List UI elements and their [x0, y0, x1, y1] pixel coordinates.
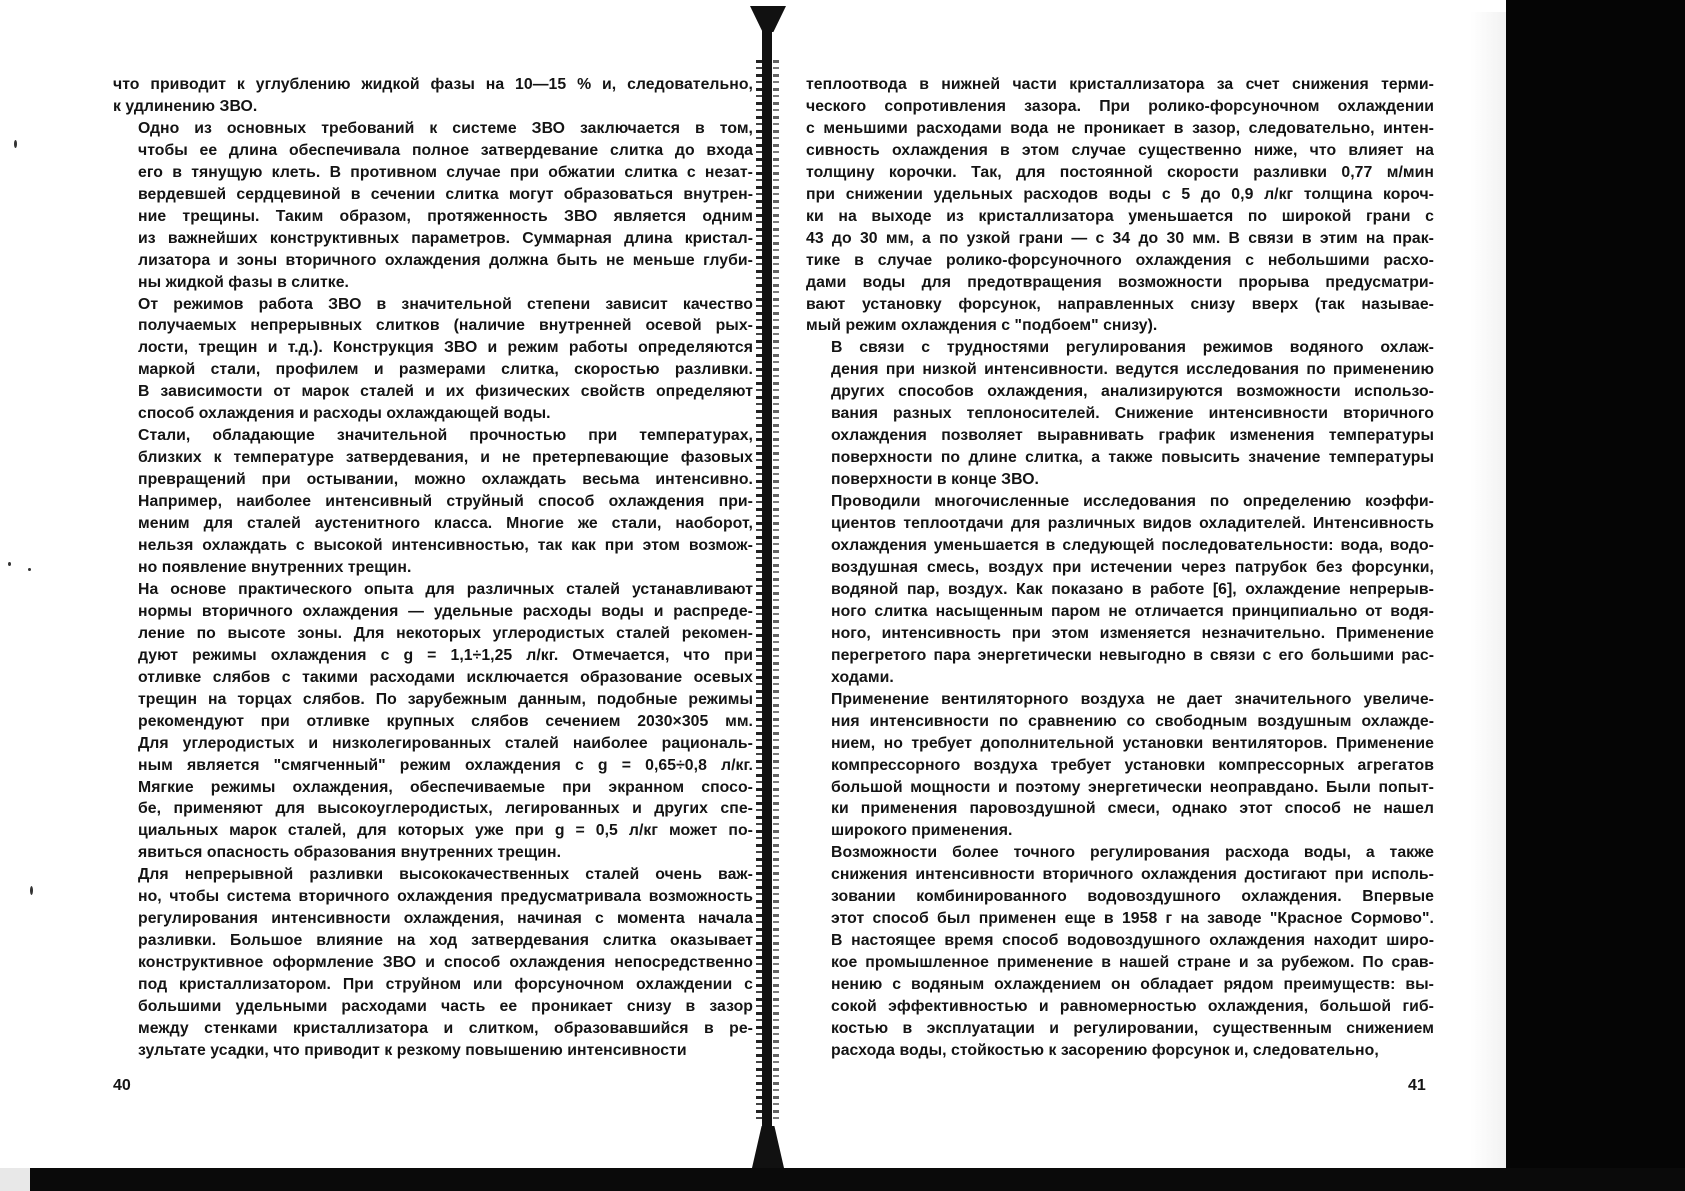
text-line: из важнейших конструктивных параметров. Суммарная длина кристал-: [138, 229, 753, 247]
text-line: компрессорного воздуха требует установки компрессорных агрегатов: [831, 756, 1434, 774]
text-line: чтобы ее длина обеспечивала полное затвердевание слитка до входа: [138, 141, 753, 159]
text-line: превращений при остывании, можно охлаждать весьма интенсивно.: [138, 471, 753, 489]
text-line: к удлинению ЗВО.: [113, 97, 258, 115]
text-line: ки применения паровоздушной смеси, однако этот способ не нашел: [831, 800, 1434, 818]
text-line: Возможности более точного регулирования расхода воды, а также: [831, 844, 1434, 862]
text-line: ны жидкой фазы в слитке.: [138, 273, 349, 291]
paragraph: [806, 74, 1434, 337]
scan-speck: [28, 568, 31, 571]
text-line: близких к температуре затвердевания, и не претерпевающие фазовых: [138, 449, 753, 467]
text-line: В настоящее время способ водовоздушного охлаждения находит широ-: [831, 932, 1434, 950]
text-line: регулирования интенсивности охлаждения, начиная с момента начала: [138, 910, 753, 928]
scan-speck: [14, 140, 17, 148]
text-line: ным является "смягченный" режим охлаждения с g = 0,65÷0,8 л/кг.: [138, 756, 753, 774]
text-line: дения при низкой интенсивности. ведутся исследования по применению: [831, 361, 1434, 379]
text-line: лизатора и зоны вторичного охлаждения должна быть не меньше глуби-: [138, 251, 753, 269]
paragraph: [113, 294, 753, 426]
text-line: разливки. Большое влияние на ход затвердевания слитка оказывает: [138, 932, 753, 950]
text-line: бе, применяют для высокоуглеродистых, легированных и других спе-: [138, 800, 753, 818]
text-line: большой мощности и поэтому энергетически неоправдано. Были попыт-: [831, 778, 1434, 796]
right-page-text: [806, 74, 1434, 1062]
text-line: трещин на торцах слябов. По зарубежным данным, подобные режимы: [138, 690, 753, 708]
text-line: конструктивное оформление ЗВО и способ охлаждения непосредственно: [138, 954, 753, 972]
text-line: ние трещины. Таким образом, протяженность ЗВО является одним: [138, 207, 753, 225]
text-line: нельзя охлаждать с высокой интенсивностью, так как при этом возмож-: [138, 537, 753, 555]
text-line: охлаждения уменьшается в следующей последовательности: вода, водо-: [831, 537, 1434, 555]
text-line: циальных марок сталей, для которых уже при g = 0,5 л/кг может по-: [138, 822, 753, 840]
text-line: снижения интенсивности вторичного охлаждения достигают при исполь-: [831, 866, 1434, 884]
text-line: водяной пар, воздух. Как показано в работе [6], охлаждение непрерыв-: [831, 580, 1434, 598]
text-line: 43 до 30 мм, а по узкой грани — с 34 до 30 мм. В связи в этим на прак-: [806, 229, 1434, 247]
text-line: Стали, обладающие значительной прочностью при температурах,: [138, 427, 753, 445]
scan-border-right: [1506, 0, 1685, 1191]
text-line: способ охлаждения и расходы охлаждающей воды.: [138, 405, 551, 423]
text-line: Проводили многочисленные исследования по определению коэффи-: [831, 493, 1434, 511]
text-line: костью в эксплуатации и регулировании, существенным снижением: [831, 1019, 1434, 1037]
book-spine: [762, 20, 772, 1160]
text-line: рекомендуют при отливке крупных слябов сечением 2030×305 мм.: [138, 712, 753, 730]
text-line: при снижении удельных расходов воды с 5 до 0,9 л/кг толщина короч-: [806, 185, 1434, 203]
text-line: нием, но требует дополнительной установки вентиляторов. Применение: [831, 734, 1434, 752]
text-line: ния интенсивности по сравнению со свободным воздушным охлажде-: [831, 712, 1434, 730]
text-line: вердевшей сердцевиной в сечении слитка могут образоваться внутрен-: [138, 185, 753, 203]
text-line: этот способ был применен еще в 1958 г на заводе "Красное Сормово".: [831, 910, 1434, 928]
text-line: вания разных теплоносителей. Снижение интенсивности вторичного: [831, 405, 1434, 423]
text-line: Применение вентиляторного воздуха не дает значительного увеличе-: [831, 690, 1434, 708]
text-line: нормы вторичного охлаждения — удельные расходы воды и распреде-: [138, 602, 753, 620]
text-line: На основе практического опыта для различных сталей устанавливают: [138, 580, 753, 598]
paragraph: [113, 74, 753, 118]
text-line: кое промышленное применение в нашей стране и за рубежом. По срав-: [831, 954, 1434, 972]
text-line: ческого сопротивления зазора. При ролико-форсуночном охлаждении: [806, 97, 1434, 115]
paragraph: [806, 842, 1434, 1062]
text-line: Например, наиболее интенсивный струйный способ охлаждения при-: [138, 493, 753, 511]
book-spine-bottom: [752, 1126, 784, 1168]
text-line: толщину корочки. Так, для постоянной скорости разливки 0,77 м/мин: [806, 163, 1434, 181]
text-line: ки на выходе из кристаллизатора уменьшается по широкой грани с: [806, 207, 1434, 225]
text-line: с меньшими расходами вода не проникает в зазор, следовательно, интен-: [806, 119, 1434, 137]
text-line: ного слитка насыщенным паром не отличается принципиально от водя-: [831, 602, 1434, 620]
text-line: между стенками кристаллизатора и слитком, образовавшийся в ре-: [138, 1019, 753, 1037]
text-line: теплоотвода в нижней части кристаллизатора за счет снижения терми-: [806, 76, 1434, 93]
text-line: поверхности по длине слитка, а также повысить значение температуры: [831, 449, 1434, 467]
text-line: вают установку форсунок, направленных снизу вверх (так называе-: [806, 295, 1434, 313]
text-line: воздушная смесь, воздух при истечении через патрубок без форсунки,: [831, 558, 1434, 576]
text-line: зовании комбинированного водовоздушного охлаждения. Впервые: [831, 888, 1434, 906]
paragraph: [113, 579, 753, 864]
text-line: расхода воды, стойкостью к засорению форсунок и, следовательно,: [831, 1041, 1379, 1059]
text-line: мый режим охлаждения с "подбоем" снизу).: [806, 317, 1158, 335]
left-page-number: 40: [113, 1077, 131, 1094]
text-line: Мягкие режимы охлаждения, обеспечиваемые при экранном спосо-: [138, 778, 753, 796]
text-line: его в тянущую клеть. В противном случае при обжатии слитка с незат-: [138, 163, 753, 181]
text-line: сокой эффективностью и равномерностью охлаждения, большой гиб-: [831, 998, 1434, 1016]
text-line: перегретого пара энергетически невыгодно в связи с его большими рас-: [831, 646, 1434, 664]
text-line: большими удельными расходами часть ее проникает снизу в зазор: [138, 998, 753, 1016]
text-line: но появление внутренних трещин.: [138, 558, 412, 576]
book-spine-top: [750, 6, 786, 32]
text-line: Для непрерывной разливки высококачественных сталей очень важ-: [138, 866, 753, 884]
scan-border-bottom: [0, 1168, 1685, 1191]
text-line: дами воды для предотвращения возможности прорыва предусматри-: [806, 273, 1434, 291]
text-line: Для углеродистых и низколегированных сталей наиболее рациональ-: [138, 734, 753, 752]
scan-border-bottom-fade: [0, 1168, 30, 1191]
text-line: От режимов работа ЗВО в значительной степени зависит качество: [138, 295, 753, 313]
right-page-number: 41: [1408, 1077, 1426, 1094]
text-line: меним для сталей аустенитного класса. Многие же стали, наоборот,: [138, 515, 753, 533]
text-line: лости, трещин и т.д.). Конструкция ЗВО и режим работы определяются: [138, 339, 753, 357]
scan-speck: [30, 886, 33, 895]
paragraph: [806, 491, 1434, 689]
paragraph: [806, 689, 1434, 843]
text-line: ходами.: [831, 668, 894, 686]
text-line: под кристаллизатором. При струйном или форсуночном охлаждении с: [138, 976, 753, 994]
spine-shadow-right: [773, 60, 779, 1120]
text-line: В связи с трудностями регулирования режимов водяного охлаж-: [831, 339, 1434, 357]
paragraph: [113, 118, 753, 294]
text-line: отливке слябов с такими расходами исключается образование осевых: [138, 668, 753, 686]
text-line: В зависимости от марок сталей и их физических свойств определяют: [138, 383, 753, 401]
left-page-text: [113, 74, 753, 1062]
text-line: охлаждения позволяет выравнивать график изменения температуры: [831, 427, 1434, 445]
text-line: зультате усадки, что приводит к резкому повышению интенсивности: [138, 1041, 687, 1059]
text-line: получаемых непрерывных слитков (наличие внутренней осевой рых-: [138, 317, 753, 335]
scan-speck: [8, 562, 11, 566]
text-line: ного, интенсивность при этом изменяется незначительно. Применение: [831, 624, 1434, 642]
page-edge-shadow: [1470, 12, 1506, 1168]
text-line: других способов охлаждения, анализируются возможности использо-: [831, 383, 1434, 401]
text-line: явиться опасность образования внутренних трещин.: [138, 844, 562, 862]
text-line: широкого применения.: [831, 822, 1013, 840]
text-line: нению с водяным охлаждением он обладает рядом преимуществ: вы-: [831, 976, 1434, 994]
paragraph: [113, 425, 753, 579]
spine-shadow-left: [756, 60, 762, 1120]
text-line: сивность охлаждения в этом случае существенно ниже, что влияет на: [806, 141, 1434, 159]
text-line: но, чтобы система вторичного охлаждения предусматривала возможность: [138, 888, 753, 906]
text-line: ление по высоте зоны. Для некоторых углеродистых сталей рекомен-: [138, 624, 753, 642]
text-line: циентов теплоотдачи для различных видов охладителей. Интенсивность: [831, 515, 1434, 533]
text-line: дуют режимы охлаждения с g = 1,1÷1,25 л/кг. Отмечается, что при: [138, 646, 753, 664]
text-line: тике в случае ролико-форсуночного охлаждения с небольшими расхо-: [806, 251, 1434, 269]
paragraph: [806, 337, 1434, 491]
text-line: маркой стали, профилем и размерами слитка, скоростью разливки.: [138, 361, 753, 379]
paragraph: [113, 864, 753, 1062]
text-line: Одно из основных требований к системе ЗВО заключается в том,: [138, 119, 753, 137]
text-line: что приводит к углублению жидкой фазы на 10—15 % и, следовательно,: [113, 76, 753, 93]
text-line: поверхности в конце ЗВО.: [831, 471, 1039, 489]
